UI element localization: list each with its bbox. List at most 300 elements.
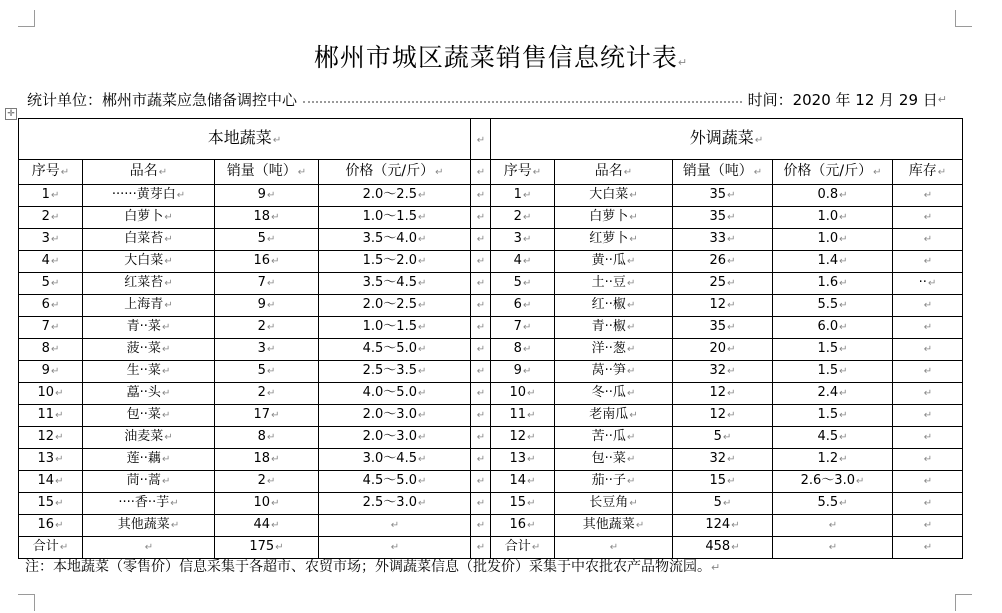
local-price-cell-text: 2.5～3.0 <box>362 495 417 510</box>
cell-end-mark: ↵ <box>923 366 933 377</box>
cell-end-mark: ↵ <box>727 212 736 223</box>
outside-no-cell <box>491 295 555 317</box>
local-price-cell-text: 2.0～3.0 <box>362 407 417 422</box>
sales-table <box>18 118 963 559</box>
local-no-cell <box>19 493 83 515</box>
statistics-date: 时间：2020 年 12 月 29 日 <box>747 90 938 109</box>
cell-end-mark: ↵ <box>161 388 171 399</box>
local-price-cell-text: 2.0～2.5 <box>362 297 417 312</box>
cell-end-mark: ↵ <box>390 542 400 553</box>
cell-end-mark: ↵ <box>923 212 933 223</box>
outside-name-cell-text: 大白菜 <box>589 187 629 202</box>
local-no-cell <box>19 449 83 471</box>
outside-stock-cell <box>893 295 963 317</box>
cell-end-mark: ↵ <box>417 212 427 223</box>
outside-stock-cell <box>893 427 963 449</box>
cell-end-mark: ↵ <box>522 234 532 245</box>
local-no-cell <box>19 229 83 251</box>
cell-end-mark: ↵ <box>522 322 532 333</box>
cell-end-mark: ↵ <box>55 454 64 465</box>
cell-end-mark: ↵ <box>476 542 486 553</box>
outside-qty-cell <box>673 449 773 471</box>
cell-end-mark: ↵ <box>727 366 736 377</box>
outside-stock-cell <box>893 471 963 493</box>
outside-price-cell <box>773 427 893 449</box>
cell-end-mark: ↵ <box>527 520 536 531</box>
local-name-cell <box>83 427 215 449</box>
outside-stock-cell <box>893 229 963 251</box>
outside-qty-cell <box>673 383 773 405</box>
outside-qty-cell-text: 12 <box>709 407 727 422</box>
local-name-cell <box>83 251 215 273</box>
local-no-cell <box>19 361 83 383</box>
local-price-cell-text: 3.5～4.0 <box>362 231 417 246</box>
local-price-cell <box>319 295 471 317</box>
local-no-cell <box>19 273 83 295</box>
outside-name-cell <box>555 361 673 383</box>
paragraph-mark-icon: ↵ <box>937 92 947 106</box>
cell-end-mark: ↵ <box>527 388 536 399</box>
local-name-cell <box>83 339 215 361</box>
table-row <box>19 295 963 317</box>
local-name-cell <box>83 449 215 471</box>
col-header-local-name: 品名↵ <box>83 160 215 185</box>
local-no-cell-text: 13 <box>37 451 55 466</box>
outside-price-cell <box>773 339 893 361</box>
divider-cell <box>471 251 491 273</box>
table-row <box>19 251 963 273</box>
cell-end-mark: ↵ <box>161 344 171 355</box>
local-qty-cell <box>215 185 319 207</box>
outside-name-cell-text: 老南瓜 <box>589 407 629 422</box>
cell-end-mark: ↵ <box>522 300 532 311</box>
cell-end-mark: ↵ <box>626 476 636 487</box>
cell-end-mark: ↵ <box>266 388 276 399</box>
local-no-cell-text: 10 <box>37 385 55 400</box>
outside-name-cell <box>555 273 673 295</box>
local-no-cell <box>19 295 83 317</box>
local-qty-cell <box>215 295 319 317</box>
footnote <box>25 556 720 576</box>
outside-no-cell-text: 16 <box>509 517 527 532</box>
outside-qty-cell <box>673 339 773 361</box>
cell-end-mark: ↵ <box>271 520 280 531</box>
local-price-cell <box>319 427 471 449</box>
outside-stock-cell <box>893 251 963 273</box>
footnote-text: 注：本地蔬菜（零售价）信息采集于各超市、农贸市场；外调蔬菜信息（批发价）采集于中农批农产品物流园。 <box>25 559 711 575</box>
cell-end-mark: ↵ <box>727 300 736 311</box>
outside-no-cell-text: 1 <box>513 187 522 202</box>
local-no-cell <box>19 317 83 339</box>
local-name-cell-text: 油麦菜 <box>124 429 164 444</box>
divider-cell <box>471 449 491 471</box>
cell-end-mark: ↵ <box>50 234 60 245</box>
local-name-cell-text: 藠··头 <box>126 385 161 400</box>
cell-end-mark: ↵ <box>476 454 486 465</box>
outside-qty-cell-text: 12 <box>709 297 727 312</box>
local-qty-cell-text: 10 <box>253 495 271 510</box>
cell-end-mark: ↵ <box>527 498 536 509</box>
outside-price-cell-text: 1.0 <box>817 231 839 246</box>
cell-end-mark: ↵ <box>927 278 937 289</box>
local-name-cell-text: 青··菜 <box>126 319 161 334</box>
outside-name-cell-text: 冬··瓜 <box>591 385 626 400</box>
cell-end-mark: ↵ <box>923 410 933 421</box>
outside-no-cell-text: 14 <box>509 473 527 488</box>
table-row <box>19 405 963 427</box>
outside-stock-cell <box>893 449 963 471</box>
local-qty-cell <box>215 339 319 361</box>
local-price-cell <box>319 185 471 207</box>
outside-stock-cell <box>893 185 963 207</box>
cell-end-mark: ↵ <box>55 432 64 443</box>
column-header-row <box>19 160 963 185</box>
cell-end-mark: ↵ <box>50 322 60 333</box>
outside-price-cell-text: 0.8 <box>817 187 839 202</box>
local-no-cell-text: 15 <box>37 495 55 510</box>
table-row <box>19 361 963 383</box>
cell-end-mark: ↵ <box>271 410 280 421</box>
cell-end-mark: ↵ <box>731 542 740 553</box>
outside-stock-cell <box>893 339 963 361</box>
cell-end-mark: ↵ <box>635 520 645 531</box>
cell-end-mark: ↵ <box>476 234 486 245</box>
outside-price-cell <box>773 361 893 383</box>
cell-end-mark: ↵ <box>417 256 427 267</box>
outside-stock-cell <box>893 493 963 515</box>
outside-qty-cell-text: 35 <box>709 187 727 202</box>
local-name-cell <box>83 515 215 537</box>
local-no-cell-text: 12 <box>37 429 55 444</box>
outside-no-cell <box>491 427 555 449</box>
cell-end-mark: ↵ <box>855 476 865 487</box>
divider-cell <box>471 317 491 339</box>
divider-cell <box>471 361 491 383</box>
outside-price-cell <box>773 295 893 317</box>
cell-end-mark: ↵ <box>50 300 60 311</box>
outside-price-cell-text: 1.5 <box>817 341 839 356</box>
outside-stock-cell <box>893 207 963 229</box>
outside-name-cell-text: 青··椒 <box>591 319 626 334</box>
local-price-cell-text: 4.5～5.0 <box>362 341 417 356</box>
divider-cell <box>471 383 491 405</box>
cell-end-mark: ↵ <box>839 278 848 289</box>
cell-end-mark: ↵ <box>839 388 848 399</box>
outside-stock-cell <box>893 317 963 339</box>
col-header-outside-qty: 销量（吨）↵ <box>673 160 773 185</box>
local-no-cell-text: 2 <box>41 209 50 224</box>
local-price-cell-text: 1.0～1.5 <box>362 319 417 334</box>
cell-end-mark: ↵ <box>923 344 933 355</box>
table-row <box>19 449 963 471</box>
outside-no-cell <box>491 339 555 361</box>
divider-cell <box>471 339 491 361</box>
cell-end-mark: ↵ <box>522 366 532 377</box>
outside-price-cell-text: 1.5 <box>817 363 839 378</box>
outside-price-cell-text: 1.4 <box>817 253 839 268</box>
local-name-cell-text: ······黄芽白 <box>111 187 176 202</box>
divider-cell <box>471 295 491 317</box>
col-header-outside-name: 品名↵ <box>555 160 673 185</box>
local-price-cell <box>319 471 471 493</box>
outside-qty-cell-text: 33 <box>709 231 727 246</box>
local-name-cell <box>83 361 215 383</box>
outside-no-cell <box>491 449 555 471</box>
local-name-cell-text: 其他蔬菜 <box>117 517 170 532</box>
move-table-icon[interactable]: ✛ <box>5 108 17 120</box>
cell-end-mark: ↵ <box>629 212 638 223</box>
outside-no-cell <box>491 471 555 493</box>
outside-qty-cell-text: 32 <box>709 451 727 466</box>
paragraph-mark-icon: ↵ <box>677 56 689 69</box>
local-no-cell <box>19 185 83 207</box>
page-corner-bottom-right <box>955 594 972 611</box>
cell-end-mark: ↵ <box>476 520 486 531</box>
local-qty-cell <box>215 251 319 273</box>
outside-price-cell-text: 5.5 <box>817 297 839 312</box>
local-price-cell <box>319 449 471 471</box>
local-name-cell-text: 莲··藕 <box>126 451 161 466</box>
cell-end-mark: ↵ <box>522 212 532 223</box>
outside-price-cell-text: 6.0 <box>817 319 839 334</box>
outside-no-cell-text: 4 <box>513 253 522 268</box>
divider-cell <box>471 273 491 295</box>
cell-end-mark: ↵ <box>828 542 838 553</box>
outside-qty-cell <box>673 251 773 273</box>
cell-end-mark: ↵ <box>923 388 933 399</box>
local-name-cell-text: ····香··芋 <box>118 495 170 510</box>
local-price-cell-text: 3.0～4.5 <box>362 451 417 466</box>
cell-end-mark: ↵ <box>629 410 638 421</box>
outside-price-cell <box>773 405 893 427</box>
local-no-cell <box>19 339 83 361</box>
local-price-cell-text: 4.0～5.0 <box>362 385 417 400</box>
cell-end-mark: ↵ <box>626 344 636 355</box>
cell-end-mark: ↵ <box>55 498 64 509</box>
local-qty-cell-text: 18 <box>253 451 271 466</box>
local-price-cell <box>319 251 471 273</box>
cell-end-mark: ↵ <box>476 256 486 267</box>
outside-total-price-cell <box>773 537 893 559</box>
outside-price-cell-text: 5.5 <box>817 495 839 510</box>
local-no-cell <box>19 383 83 405</box>
cell-end-mark: ↵ <box>476 498 486 509</box>
local-price-cell-text: 2.0～2.5 <box>362 187 417 202</box>
cell-end-mark: ↵ <box>164 256 173 267</box>
cell-end-mark: ↵ <box>522 256 532 267</box>
cell-end-mark: ↵ <box>626 454 636 465</box>
outside-qty-cell <box>673 185 773 207</box>
outside-qty-cell <box>673 317 773 339</box>
outside-qty-cell-text: 32 <box>709 363 727 378</box>
outside-qty-cell-text: 25 <box>709 275 727 290</box>
cell-end-mark: ↵ <box>522 278 532 289</box>
outside-no-cell <box>491 251 555 273</box>
dot-leader <box>303 101 742 103</box>
cell-end-mark: ↵ <box>722 498 732 509</box>
table-row <box>19 339 963 361</box>
cell-end-mark: ↵ <box>266 278 276 289</box>
cell-end-mark: ↵ <box>828 520 838 531</box>
cell-end-mark: ↵ <box>266 234 276 245</box>
outside-name-cell-text: 红··椒 <box>591 297 626 312</box>
document-title-text: 郴州市城区蔬菜销售信息统计表 <box>313 43 678 72</box>
outside-price-cell-text: 1.0 <box>817 209 839 224</box>
cell-end-mark: ↵ <box>476 366 486 377</box>
cell-end-mark: ↵ <box>626 300 636 311</box>
outside-qty-cell <box>673 515 773 537</box>
outside-price-cell <box>773 207 893 229</box>
outside-name-cell <box>555 449 673 471</box>
cell-end-mark: ↵ <box>476 190 486 201</box>
local-no-cell-text: 3 <box>41 231 50 246</box>
outside-name-cell-text: 土··豆 <box>591 275 626 290</box>
cell-end-mark: ↵ <box>476 476 486 487</box>
cell-end-mark: ↵ <box>390 520 400 531</box>
cell-end-mark: ↵ <box>522 344 532 355</box>
outside-qty-cell <box>673 405 773 427</box>
local-name-cell <box>83 273 215 295</box>
local-price-cell <box>319 493 471 515</box>
outside-name-cell <box>555 427 673 449</box>
local-price-cell-text: 4.5～5.0 <box>362 473 417 488</box>
cell-end-mark: ↵ <box>923 234 933 245</box>
local-qty-cell <box>215 405 319 427</box>
cell-end-mark: ↵ <box>164 212 173 223</box>
col-header-local-no: 序号↵ <box>19 160 83 185</box>
cell-end-mark: ↵ <box>839 256 848 267</box>
cell-end-mark: ↵ <box>176 190 186 201</box>
local-name-cell-text: 生··菜 <box>126 363 161 378</box>
local-no-cell <box>19 405 83 427</box>
outside-name-cell <box>555 493 673 515</box>
cell-end-mark: ↵ <box>161 454 171 465</box>
outside-qty-cell-text: 35 <box>709 209 727 224</box>
local-price-cell-text: 3.5～4.5 <box>362 275 417 290</box>
cell-end-mark: ↵ <box>839 454 848 465</box>
table-row <box>19 317 963 339</box>
outside-price-cell-text: 1.6 <box>817 275 839 290</box>
cell-end-mark: ↵ <box>417 410 427 421</box>
local-no-cell-text: 5 <box>41 275 50 290</box>
outside-stock-cell <box>893 383 963 405</box>
cell-end-mark: ↵ <box>170 520 180 531</box>
outside-price-cell <box>773 493 893 515</box>
divider-cell <box>471 229 491 251</box>
cell-end-mark: ↵ <box>727 234 736 245</box>
cell-end-mark: ↵ <box>626 256 636 267</box>
cell-end-mark: ↵ <box>923 520 933 531</box>
cell-end-mark: ↵ <box>266 432 276 443</box>
outside-no-cell <box>491 229 555 251</box>
outside-price-cell-text: 2.6～3.0 <box>800 473 855 488</box>
cell-end-mark: ↵ <box>417 366 427 377</box>
local-name-cell-text: 茼··蒿 <box>126 473 161 488</box>
cell-end-mark: ↵ <box>50 190 60 201</box>
outside-price-cell-text: 1.2 <box>817 451 839 466</box>
cell-end-mark: ↵ <box>727 278 736 289</box>
local-no-cell-text: 9 <box>41 363 50 378</box>
local-no-cell-text: 7 <box>41 319 50 334</box>
local-qty-cell-text: 9 <box>257 297 266 312</box>
cell-end-mark: ↵ <box>626 322 636 333</box>
cell-end-mark: ↵ <box>50 344 60 355</box>
cell-end-mark: ↵ <box>55 520 64 531</box>
cell-end-mark: ↵ <box>59 542 69 553</box>
cell-end-mark: ↵ <box>417 300 427 311</box>
cell-end-mark: ↵ <box>839 300 848 311</box>
cell-end-mark: ↵ <box>476 322 486 333</box>
cell-end-mark: ↵ <box>923 498 933 509</box>
outside-no-cell <box>491 317 555 339</box>
local-total-qty-text: 175 <box>249 539 275 554</box>
cell-end-mark: ↵ <box>417 234 427 245</box>
local-qty-cell-text: 5 <box>257 363 266 378</box>
cell-end-mark: ↵ <box>527 454 536 465</box>
table-row <box>19 229 963 251</box>
table-row <box>19 515 963 537</box>
local-no-cell <box>19 515 83 537</box>
local-no-cell-text: 4 <box>41 253 50 268</box>
cell-end-mark: ↵ <box>266 344 276 355</box>
local-no-cell <box>19 427 83 449</box>
page-corner-top-left <box>18 10 35 27</box>
local-no-cell <box>19 471 83 493</box>
cell-end-mark: ↵ <box>50 278 60 289</box>
outside-name-cell-text: 黄··瓜 <box>591 253 626 268</box>
local-qty-cell <box>215 229 319 251</box>
outside-stock-cell <box>893 405 963 427</box>
outside-name-cell-text: 苦··瓜 <box>591 429 626 444</box>
cell-end-mark: ↵ <box>266 366 276 377</box>
cell-end-mark: ↵ <box>271 498 280 509</box>
outside-qty-cell-text: 5 <box>713 495 722 510</box>
cell-end-mark: ↵ <box>923 432 933 443</box>
cell-end-mark: ↵ <box>626 388 636 399</box>
outside-stock-cell <box>893 273 963 295</box>
local-price-cell <box>319 273 471 295</box>
cell-end-mark: ↵ <box>727 256 736 267</box>
outside-name-cell-text: 长豆角 <box>589 495 629 510</box>
cell-end-mark: ↵ <box>476 278 486 289</box>
cell-end-mark: ↵ <box>55 410 64 421</box>
cell-end-mark: ↵ <box>417 388 427 399</box>
outside-name-cell-text: 莴··笋 <box>591 363 626 378</box>
cell-end-mark: ↵ <box>923 300 933 311</box>
outside-price-cell-text: 1.5 <box>817 407 839 422</box>
outside-no-cell <box>491 515 555 537</box>
cell-end-mark: ↵ <box>164 300 173 311</box>
local-name-cell-text: 包··菜 <box>126 407 161 422</box>
cell-end-mark: ↵ <box>923 322 933 333</box>
outside-price-cell <box>773 317 893 339</box>
cell-end-mark: ↵ <box>271 454 280 465</box>
outside-stock-cell-text: ·· <box>918 275 927 290</box>
outside-name-cell <box>555 295 673 317</box>
local-qty-cell-text: 16 <box>253 253 271 268</box>
group-header-row <box>19 119 963 160</box>
divider-cell <box>471 515 491 537</box>
outside-name-cell-text: 洋··葱 <box>591 341 626 356</box>
local-total-label-text: 合计 <box>32 539 59 554</box>
local-name-cell-text: 大白菜 <box>124 253 164 268</box>
local-qty-cell <box>215 471 319 493</box>
divider-cell <box>471 471 491 493</box>
cell-end-mark: ↵ <box>923 256 933 267</box>
outside-no-cell <box>491 405 555 427</box>
outside-price-cell <box>773 515 893 537</box>
cell-end-mark: ↵ <box>629 190 638 201</box>
